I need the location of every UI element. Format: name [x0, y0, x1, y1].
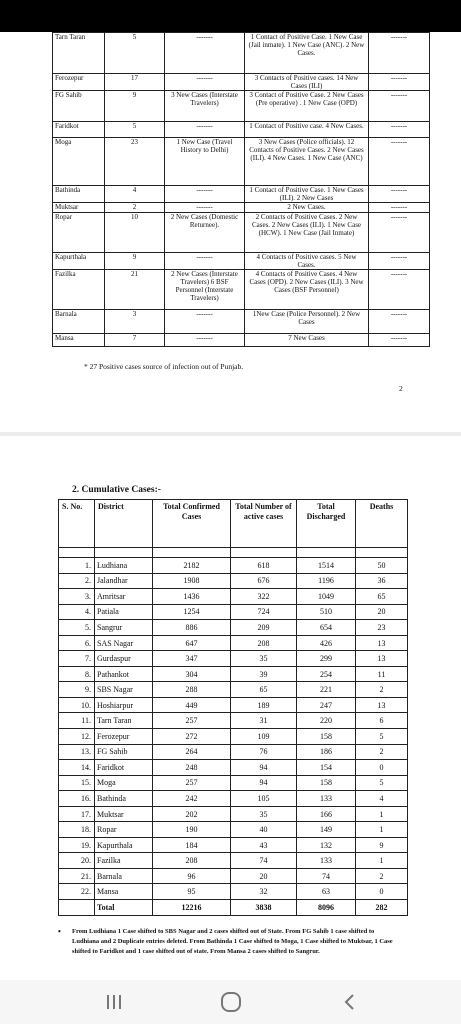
table-row	[59, 806, 408, 822]
table-row	[59, 635, 408, 651]
deaths-cell: 13	[356, 651, 408, 667]
count-cell: 5	[105, 33, 165, 74]
navigation-bar	[0, 980, 461, 1024]
section-title: 2. Cumulative Cases:-	[72, 485, 161, 495]
district-cell: Ferozepur	[95, 729, 153, 745]
discharged-cell: 1514	[297, 558, 356, 574]
discharged-cell: 254	[297, 666, 356, 682]
sno-cell: 17.	[59, 806, 95, 822]
district-cell: FG Sahib	[95, 744, 153, 760]
table-row	[59, 713, 408, 729]
table-row	[59, 558, 408, 574]
outside-source-cell: -------	[165, 186, 245, 203]
local-source-cell: 4 Contacts of Positive Cases. 4 New Cases (OPD). 2 New Cases (ILI). 3 New Cases (BSF Personnel)	[245, 270, 369, 310]
header-confirmed: Total Confirmed Cases	[153, 500, 231, 548]
remarks-cell: -------	[369, 186, 430, 203]
confirmed-cell: 1254	[153, 604, 231, 620]
active-cell: 189	[231, 697, 297, 713]
count-cell: 3	[105, 310, 165, 334]
remarks-cell: -------	[369, 33, 430, 74]
district-cell: SAS Nagar	[95, 635, 153, 651]
table-row	[59, 791, 408, 807]
outside-source-cell: -------	[165, 33, 245, 74]
sno-cell: 13.	[59, 744, 95, 760]
deaths-cell: 1	[356, 806, 408, 822]
daily-cases-table	[52, 32, 430, 347]
sno-cell: 5.	[59, 620, 95, 636]
district-cell: Hoshiarpur	[95, 697, 153, 713]
deaths-cell: 1	[356, 853, 408, 869]
outside-source-cell: 2 New Cases (Domestic Returnee).	[165, 213, 245, 253]
confirmed-cell: 184	[153, 837, 231, 853]
count-cell: 2	[105, 203, 165, 213]
district-cell: Ludhiana	[95, 558, 153, 574]
outside-source-cell: -------	[165, 310, 245, 334]
district-cell: Jalandhar	[95, 573, 153, 589]
table-row	[59, 697, 408, 713]
outside-source-cell: -------	[165, 122, 245, 138]
table-row	[53, 138, 430, 186]
discharged-cell: 510	[297, 604, 356, 620]
recent-apps-icon	[105, 994, 123, 1010]
district-cell: SBS Nagar	[95, 682, 153, 698]
count-cell: 9	[105, 91, 165, 122]
deaths-cell: 20	[356, 604, 408, 620]
local-source-cell: 7 New Cases	[245, 334, 369, 347]
spacer-row	[59, 548, 408, 558]
spacer-cell	[231, 548, 297, 558]
table-row	[59, 682, 408, 698]
sno-cell: 4.	[59, 604, 95, 620]
active-cell: 20	[231, 868, 297, 884]
district-cell: Gurdaspur	[95, 651, 153, 667]
table-row	[59, 853, 408, 869]
confirmed-cell: 449	[153, 697, 231, 713]
count-cell: 23	[105, 138, 165, 186]
active-cell: 676	[231, 573, 297, 589]
deaths-cell: 2	[356, 868, 408, 884]
district-cell: Barnala	[95, 868, 153, 884]
table-row	[53, 74, 430, 91]
sno-cell: 14.	[59, 760, 95, 776]
district-cell: FG Sahib	[53, 91, 105, 122]
header-district: District	[95, 500, 153, 548]
sno-cell: 11.	[59, 713, 95, 729]
active-cell: 39	[231, 666, 297, 682]
table-row	[59, 666, 408, 682]
recent-apps-button[interactable]	[84, 980, 144, 1024]
table-header-row	[59, 500, 408, 548]
outside-source-cell: 3 New Cases (Interstate Travelers)	[165, 91, 245, 122]
deaths-cell: 50	[356, 558, 408, 574]
local-source-cell: 2 New Cases.	[245, 203, 369, 213]
table-row	[59, 837, 408, 853]
remarks-cell: -------	[369, 213, 430, 253]
district-cell: Kapurthala	[95, 837, 153, 853]
confirmed-cell: 272	[153, 729, 231, 745]
sno-cell: 21.	[59, 868, 95, 884]
table-row	[53, 91, 430, 122]
total-confirmed-cell: 12216	[153, 900, 231, 916]
total-active-cell: 3838	[231, 900, 297, 916]
table-row	[53, 122, 430, 138]
sno-cell: 2.	[59, 573, 95, 589]
discharged-cell: 154	[297, 760, 356, 776]
sno-cell: 10.	[59, 697, 95, 713]
active-cell: 35	[231, 651, 297, 667]
district-cell: Tarn Taran	[95, 713, 153, 729]
outside-source-cell: -------	[165, 253, 245, 270]
table-row	[59, 729, 408, 745]
remarks-cell: -------	[369, 270, 430, 310]
discharged-cell: 149	[297, 822, 356, 838]
confirmed-cell: 304	[153, 666, 231, 682]
table-row	[59, 573, 408, 589]
district-cell: Muktsar	[95, 806, 153, 822]
deaths-cell: 13	[356, 697, 408, 713]
table-row	[59, 884, 408, 900]
active-cell: 322	[231, 589, 297, 605]
local-source-cell: 1 Contact of Positive Case. 1 New Cases (ILI). 2 New Cases	[245, 186, 369, 203]
spacer-cell	[297, 548, 356, 558]
header-discharged: Total Discharged	[297, 500, 356, 548]
deaths-cell: 2	[356, 744, 408, 760]
discharged-cell: 63	[297, 884, 356, 900]
active-cell: 208	[231, 635, 297, 651]
discharged-cell: 132	[297, 837, 356, 853]
district-cell: Ropar	[53, 213, 105, 253]
confirmed-cell: 242	[153, 791, 231, 807]
table-row	[59, 775, 408, 791]
remarks-cell: -------	[369, 203, 430, 213]
deaths-cell: 2	[356, 682, 408, 698]
district-cell: Tarn Taran	[53, 33, 105, 74]
discharged-cell: 186	[297, 744, 356, 760]
back-icon	[343, 993, 357, 1011]
confirmed-cell: 2182	[153, 558, 231, 574]
district-cell: Moga	[95, 775, 153, 791]
district-cell: Faridkot	[53, 122, 105, 138]
discharged-cell: 74	[297, 868, 356, 884]
table-row	[53, 253, 430, 270]
local-source-cell: 3 New Cases (Police officials). 12 Contacts of Positive Cases. 2 New Cases (ILI). 4 New Cases. 1 New Case (ANC)	[245, 138, 369, 186]
remarks-cell: -------	[369, 122, 430, 138]
district-cell: Ropar	[95, 822, 153, 838]
confirmed-cell: 886	[153, 620, 231, 636]
deaths-cell: 5	[356, 729, 408, 745]
document-page-2[interactable]	[0, 436, 461, 980]
table-row	[59, 760, 408, 776]
deaths-cell: 1	[356, 822, 408, 838]
table-row	[53, 213, 430, 253]
footnote: * 27 Positive cases source of infection out of Punjab.	[84, 362, 244, 371]
sno-cell: 6.	[59, 635, 95, 651]
remarks-cell: -------	[369, 310, 430, 334]
active-cell: 43	[231, 837, 297, 853]
active-cell: 94	[231, 775, 297, 791]
district-cell: Patiala	[95, 604, 153, 620]
discharged-cell: 299	[297, 651, 356, 667]
confirmed-cell: 208	[153, 853, 231, 869]
count-cell: 4	[105, 186, 165, 203]
total-deaths-cell: 282	[356, 900, 408, 916]
local-source-cell: 3 Contact of Positive Case. 2 New Cases (Pre operative) . 1 New Case (OPD)	[245, 91, 369, 122]
discharged-cell: 654	[297, 620, 356, 636]
document-page-1[interactable]	[0, 32, 461, 432]
cumulative-cases-table	[58, 499, 408, 916]
active-cell: 40	[231, 822, 297, 838]
table-row	[53, 270, 430, 310]
sno-cell: 15.	[59, 775, 95, 791]
deaths-cell: 4	[356, 791, 408, 807]
confirmed-cell: 1436	[153, 589, 231, 605]
header-sno: S. No.	[59, 500, 95, 548]
table-row	[59, 620, 408, 636]
notes-text: From Ludhiana 1 Case shifted to SBS Nagar and 2 cases shifted out of State. From FG Sahib 1 case shifted to Ludhiana and 2 Duplicate entries deleted. From Bathinda 1 Case shifted to Moga, 1 Case shifted to Muktsar, 1 Case shifted to Faridkot and 1 case shifted out of state. From Mansa 2 cases shifted to Sangrur.	[72, 928, 393, 955]
outside-source-cell: 1 New Case (Travel History to Delhi)	[165, 138, 245, 186]
active-cell: 32	[231, 884, 297, 900]
district-cell: Bathinda	[53, 186, 105, 203]
total-discharged-cell: 8096	[297, 900, 356, 916]
district-cell: Fazilka	[95, 853, 153, 869]
local-source-cell: 1New Case (Police Personnel). 2 New Cases	[245, 310, 369, 334]
header-active: Total Number of active cases	[231, 500, 297, 548]
sno-cell: 19.	[59, 837, 95, 853]
district-cell: Mansa	[53, 334, 105, 347]
district-cell: Bathinda	[95, 791, 153, 807]
active-cell: 109	[231, 729, 297, 745]
total-district-cell: Total	[95, 900, 153, 916]
discharged-cell: 221	[297, 682, 356, 698]
deaths-cell: 0	[356, 760, 408, 776]
district-cell: Moga	[53, 138, 105, 186]
outside-source-cell: -------	[165, 203, 245, 213]
deaths-cell: 11	[356, 666, 408, 682]
back-button[interactable]	[320, 980, 380, 1024]
discharged-cell: 166	[297, 806, 356, 822]
outside-source-cell: -------	[165, 334, 245, 347]
active-cell: 724	[231, 604, 297, 620]
sno-cell: 9.	[59, 682, 95, 698]
table-row	[53, 186, 430, 203]
discharged-cell: 220	[297, 713, 356, 729]
confirmed-cell: 190	[153, 822, 231, 838]
active-cell: 31	[231, 713, 297, 729]
active-cell: 35	[231, 806, 297, 822]
status-bar	[0, 0, 461, 32]
table-row	[59, 589, 408, 605]
active-cell: 105	[231, 791, 297, 807]
confirmed-cell: 257	[153, 713, 231, 729]
total-sno-cell	[59, 900, 95, 916]
table-row	[59, 822, 408, 838]
active-cell: 74	[231, 853, 297, 869]
table-row	[53, 33, 430, 74]
discharged-cell: 1049	[297, 589, 356, 605]
count-cell: 5	[105, 122, 165, 138]
sno-cell: 12.	[59, 729, 95, 745]
discharged-cell: 158	[297, 775, 356, 791]
active-cell: 618	[231, 558, 297, 574]
spacer-cell	[356, 548, 408, 558]
active-cell: 65	[231, 682, 297, 698]
district-cell: Fazilka	[53, 270, 105, 310]
confirmed-cell: 248	[153, 760, 231, 776]
sno-cell: 7.	[59, 651, 95, 667]
deaths-cell: 6	[356, 713, 408, 729]
remarks-cell: -------	[369, 74, 430, 91]
remarks-cell: -------	[369, 334, 430, 347]
confirmed-cell: 347	[153, 651, 231, 667]
district-cell: Ferozepur	[53, 74, 105, 91]
local-source-cell: 1 Contact of Positive case. 4 New Cases.	[245, 122, 369, 138]
deaths-cell: 36	[356, 573, 408, 589]
outside-source-cell: 2 New Cases (Interstate Travelers) 6 BSF Personnel (Interstate Travelers)	[165, 270, 245, 310]
sno-cell: 1.	[59, 558, 95, 574]
active-cell: 209	[231, 620, 297, 636]
discharged-cell: 158	[297, 729, 356, 745]
remarks-cell: -------	[369, 253, 430, 270]
deaths-cell: 13	[356, 635, 408, 651]
deaths-cell: 65	[356, 589, 408, 605]
confirmed-cell: 647	[153, 635, 231, 651]
spacer-cell	[153, 548, 231, 558]
district-cell: Amritsar	[95, 589, 153, 605]
count-cell: 7	[105, 334, 165, 347]
confirmed-cell: 257	[153, 775, 231, 791]
deaths-cell: 0	[356, 884, 408, 900]
count-cell: 9	[105, 253, 165, 270]
sno-cell: 22.	[59, 884, 95, 900]
confirmed-cell: 264	[153, 744, 231, 760]
total-row	[59, 900, 408, 916]
confirmed-cell: 1908	[153, 573, 231, 589]
spacer-cell	[59, 548, 95, 558]
district-cell: Muktsar	[53, 203, 105, 213]
district-cell: Pathankot	[95, 666, 153, 682]
count-cell: 17	[105, 74, 165, 91]
confirmed-cell: 95	[153, 884, 231, 900]
district-cell: Barnala	[53, 310, 105, 334]
active-cell: 76	[231, 744, 297, 760]
confirmed-cell: 202	[153, 806, 231, 822]
discharged-cell: 133	[297, 853, 356, 869]
home-button[interactable]	[201, 980, 261, 1024]
page-number: 2	[399, 384, 403, 393]
outside-source-cell: -------	[165, 74, 245, 91]
district-cell: Mansa	[95, 884, 153, 900]
deaths-cell: 5	[356, 775, 408, 791]
sno-cell: 8.	[59, 666, 95, 682]
header-deaths: Deaths	[356, 500, 408, 548]
count-cell: 21	[105, 270, 165, 310]
count-cell: 10	[105, 213, 165, 253]
confirmed-cell: 288	[153, 682, 231, 698]
confirmed-cell: 96	[153, 868, 231, 884]
local-source-cell: 2 Contacts of Positive Cases. 2 New Cases. 2 New Cases (ILI). 1 New Case (HCW). 1 New Case (Jail Inmate)	[245, 213, 369, 253]
table-row	[53, 334, 430, 347]
local-source-cell: 4 Contacts of Positive cases. 5 New Cases.	[245, 253, 369, 270]
table-row	[53, 203, 430, 213]
deaths-cell: 9	[356, 837, 408, 853]
district-cell: Kapurthala	[53, 253, 105, 270]
table-row	[59, 744, 408, 760]
discharged-cell: 247	[297, 697, 356, 713]
district-cell: Sangrur	[95, 620, 153, 636]
table-row	[59, 604, 408, 620]
local-source-cell: 1 Contact of Positive Case. 1 New Case (Jail inmate). 1 New Case (ANC). 2 New Cases.	[245, 33, 369, 74]
discharged-cell: 1196	[297, 573, 356, 589]
table-row	[53, 310, 430, 334]
discharged-cell: 133	[297, 791, 356, 807]
remarks-cell: -------	[369, 138, 430, 186]
table-row	[59, 868, 408, 884]
sno-cell: 16.	[59, 791, 95, 807]
spacer-cell	[95, 548, 153, 558]
bullet-icon: •	[58, 927, 61, 936]
notes-paragraph	[58, 927, 400, 957]
home-icon	[220, 991, 242, 1013]
table-row	[59, 651, 408, 667]
sno-cell: 3.	[59, 589, 95, 605]
discharged-cell: 426	[297, 635, 356, 651]
district-cell: Faridkot	[95, 760, 153, 776]
remarks-cell: -------	[369, 91, 430, 122]
active-cell: 94	[231, 760, 297, 776]
deaths-cell: 23	[356, 620, 408, 636]
local-source-cell: 3 Contacts of Positive cases. 14 New Cases (ILI)	[245, 74, 369, 91]
sno-cell: 20.	[59, 853, 95, 869]
sno-cell: 18.	[59, 822, 95, 838]
